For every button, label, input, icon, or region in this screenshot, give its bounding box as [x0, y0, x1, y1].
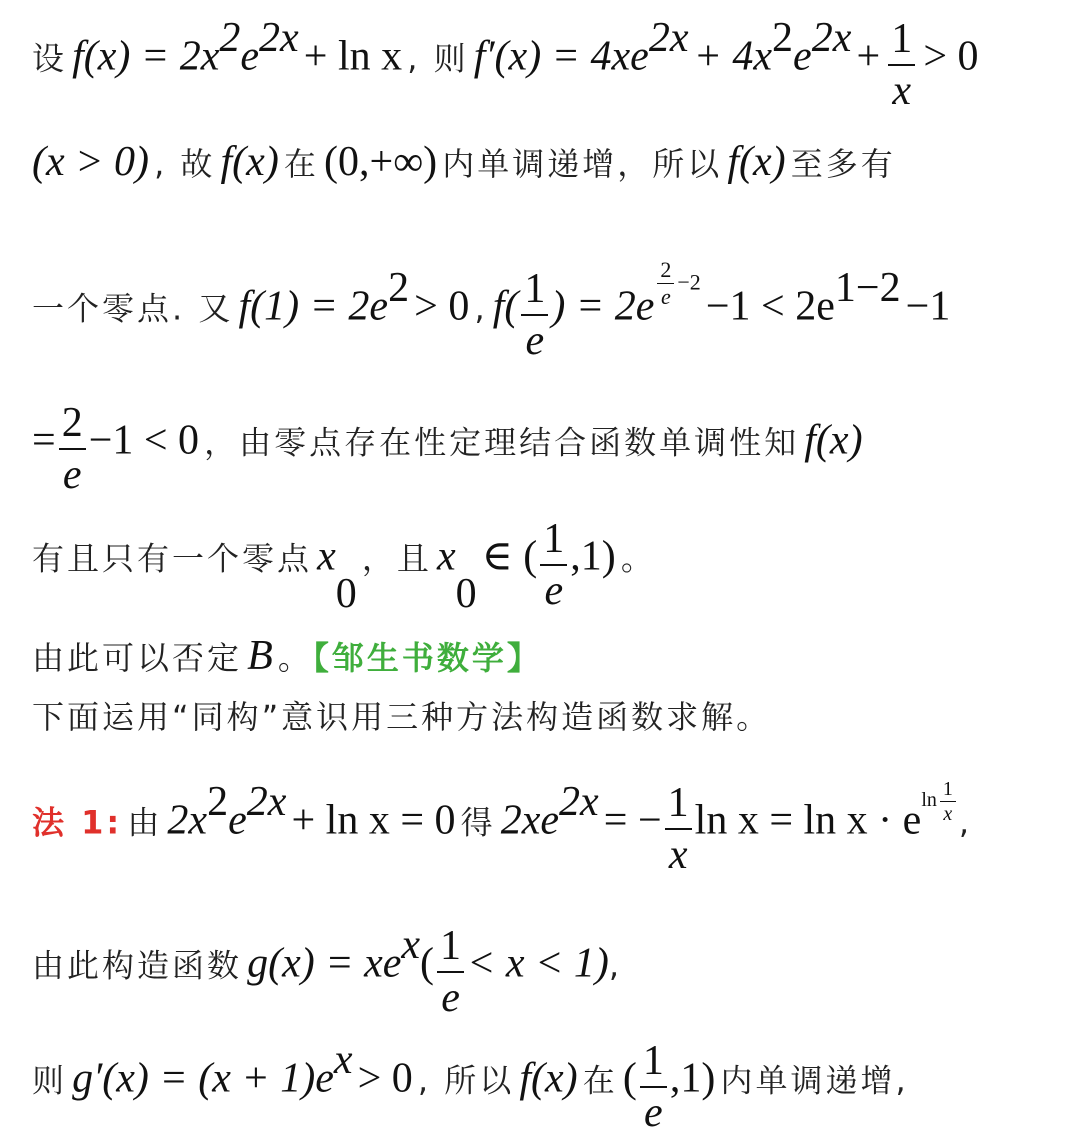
math: −1 < 0: [88, 417, 200, 464]
math: f′(x) = 4xe: [473, 33, 649, 80]
math: > 0: [923, 33, 979, 80]
text: 由此构造函数: [32, 946, 243, 985]
fraction: [521, 268, 548, 362]
fraction: [640, 1040, 667, 1134]
text: 在: [283, 145, 319, 183]
math: f(1) = 2e: [238, 283, 389, 330]
frac-num: 1: [437, 925, 464, 973]
line-6: [32, 632, 542, 680]
math: > 0: [414, 283, 470, 330]
math: ∈ (: [481, 533, 538, 580]
text: ,: [958, 803, 973, 842]
line-4: [32, 402, 863, 496]
frac-num: 1: [640, 1040, 667, 1088]
math: g(x) = xe: [247, 940, 402, 987]
sup: 2: [772, 15, 794, 61]
frac-den: e: [62, 452, 82, 498]
line-1: [32, 15, 979, 114]
math: (x > 0): [32, 139, 149, 185]
sup: 2: [207, 779, 229, 825]
frac-den: e: [525, 318, 545, 364]
math: ) = 2e: [551, 283, 655, 330]
math: f(x): [519, 1055, 578, 1102]
math: + ln x = 0: [291, 797, 456, 844]
frac-den: e: [441, 975, 460, 1021]
text: 。: [277, 639, 313, 677]
text: 得: [460, 803, 496, 842]
math: −1: [905, 283, 951, 330]
sub: 0: [335, 571, 357, 617]
text: ,: [608, 946, 622, 985]
math: g′(x) = (x + 1)e: [72, 1055, 334, 1102]
math: =: [32, 417, 56, 464]
sup: 2: [388, 265, 410, 311]
frac-den: x: [892, 68, 912, 114]
sup: 2x: [648, 15, 689, 61]
math: e: [228, 797, 247, 844]
frac-num: 1: [888, 18, 915, 66]
frac-den: x: [668, 832, 688, 878]
frac-den: e: [644, 1090, 663, 1136]
math: 2x: [167, 797, 208, 844]
text: , 所以: [417, 1061, 515, 1100]
line-2: [32, 138, 896, 186]
math: + ln x: [303, 33, 403, 80]
line-10: [32, 1037, 909, 1136]
math: e: [793, 33, 812, 80]
math: < x < 1): [467, 940, 609, 987]
sup: 1−2: [834, 265, 901, 311]
sup: 2x: [246, 779, 287, 825]
text: 一个零点. 又: [32, 289, 234, 328]
math: = −: [603, 797, 662, 844]
text: 下面运用“同构”意识用三种方法构造函数求解。: [32, 698, 772, 736]
math: (: [420, 940, 435, 987]
method-label: 法 1:: [32, 803, 123, 842]
frac-num: 1: [665, 782, 692, 830]
text: 。: [620, 539, 656, 578]
math: > 0: [357, 1055, 413, 1102]
exp-fraction: [657, 259, 674, 308]
math: f(x): [220, 139, 279, 185]
math: ,1): [570, 533, 616, 580]
frac-num: 2: [59, 402, 86, 450]
fraction: [665, 782, 692, 876]
text: 内单调递增,: [720, 1061, 909, 1100]
fraction: [59, 402, 86, 496]
sup: 2x: [559, 779, 599, 825]
math: f(: [492, 283, 519, 330]
math: f(x): [727, 139, 786, 185]
frac-num: 1: [940, 779, 956, 802]
math: x: [436, 533, 456, 580]
exp-fraction: [940, 779, 956, 824]
math: +: [856, 33, 881, 80]
frac-den: x: [943, 802, 953, 825]
frac-num: 1: [540, 518, 567, 566]
text: 至多有: [790, 145, 896, 183]
sup: x: [333, 1037, 353, 1083]
text: 有且只有一个零点: [32, 539, 313, 578]
line-9: [32, 922, 622, 1021]
sup: 2x: [811, 15, 852, 61]
frac-num: 1: [521, 268, 548, 316]
text: ,: [474, 289, 488, 328]
line-5: [32, 516, 656, 617]
frac-den: e: [544, 568, 564, 614]
text: 则: [32, 1061, 68, 1100]
sup: x: [401, 922, 421, 968]
fraction: [437, 925, 464, 1019]
math: f(x) = 2x: [72, 33, 220, 80]
exponent: [921, 779, 959, 824]
frac-den: e: [660, 284, 671, 309]
text: 由: [127, 803, 163, 842]
math: f(x): [804, 417, 863, 464]
frac-num: 2: [657, 259, 674, 284]
line-7: [32, 692, 771, 738]
text: 设: [32, 39, 68, 78]
math: B: [247, 633, 273, 679]
fraction: [540, 518, 567, 612]
text: , 则: [407, 39, 469, 78]
math: ln x = ln x · e: [694, 797, 922, 844]
exponent: [654, 259, 700, 308]
math: −1 < 2e: [705, 283, 835, 330]
sub: 0: [455, 571, 477, 617]
math: (0,+∞): [324, 139, 438, 185]
fraction: [888, 18, 915, 112]
line-3: [32, 257, 951, 364]
text: 由此可以否定: [32, 639, 243, 677]
sup: 2x: [259, 15, 299, 61]
sup: 2: [219, 15, 241, 61]
text: ，且: [361, 539, 432, 578]
text: , 故: [154, 145, 216, 183]
math: e: [240, 33, 260, 80]
math: x: [317, 533, 336, 580]
line-8: [32, 777, 973, 878]
math: ln: [921, 788, 937, 811]
math: ,1): [669, 1055, 716, 1102]
math: + 4x: [693, 33, 773, 80]
brand-label: 【邹生书数学】: [312, 639, 542, 677]
math: 2xe: [500, 797, 560, 844]
text: 内单调递增，所以: [442, 145, 723, 183]
math: −2: [677, 269, 701, 295]
text: ，由零点存在性定理结合函数单调性知: [204, 423, 800, 462]
math: (: [622, 1055, 637, 1102]
text: 在: [582, 1061, 618, 1100]
